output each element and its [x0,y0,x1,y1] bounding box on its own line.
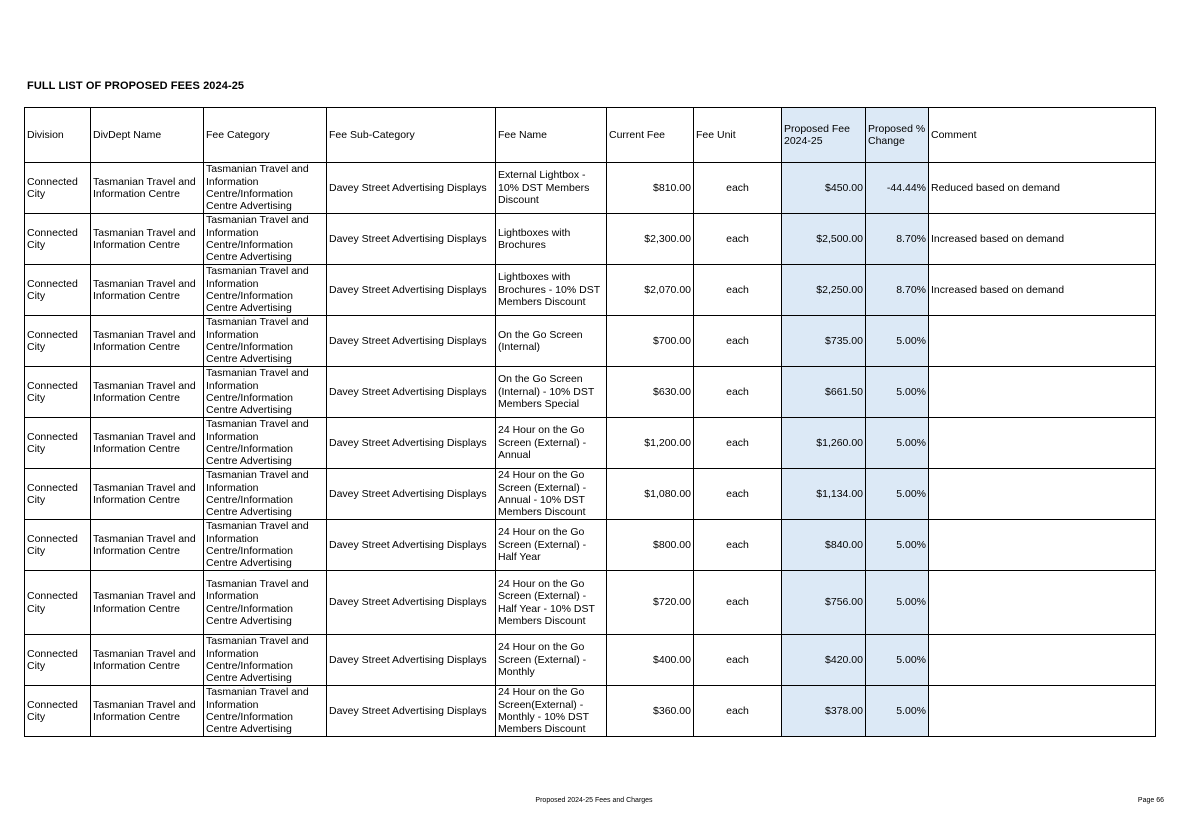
fee-category-cell: Tasmanian Travel and Information Centre/Information Centre Advertising [204,418,327,469]
table-row [25,686,1156,737]
division-cell: Connected City [25,367,91,418]
proposed-change-cell: 5.00% [866,571,929,635]
fee-unit-cell: each [694,367,782,418]
fee-sub-category-cell: Davey Street Advertising Displays [327,163,496,214]
header-fee-name: Fee Name [496,108,607,163]
divdept-name-cell: Tasmanian Travel and Information Centre [91,214,204,265]
division-cell: Connected City [25,571,91,635]
current-fee-cell: $1,200.00 [607,418,694,469]
fee-name-cell: 24 Hour on the Go Screen (External) - Half Year [496,520,607,571]
proposed-change-cell: 5.00% [866,367,929,418]
header-comment: Comment [929,108,1156,163]
fee-sub-category-cell: Davey Street Advertising Displays [327,214,496,265]
comment-cell: Increased based on demand [929,265,1156,316]
current-fee-cell: $2,300.00 [607,214,694,265]
table-row [25,316,1156,367]
proposed-fee-cell: $735.00 [782,316,866,367]
current-fee-cell: $700.00 [607,316,694,367]
comment-cell [929,686,1156,737]
divdept-name-cell: Tasmanian Travel and Information Centre [91,265,204,316]
current-fee-cell: $360.00 [607,686,694,737]
table-row [25,265,1156,316]
fee-name-cell: External Lightbox - 10% DST Members Discount [496,163,607,214]
comment-cell [929,367,1156,418]
header-division: Division [25,108,91,163]
footer-title: Proposed 2024-25 Fees and Charges [535,797,653,804]
current-fee-cell: $800.00 [607,520,694,571]
fee-name-cell: Lightboxes with Brochures - 10% DST Members Discount [496,265,607,316]
fee-name-cell: Lightboxes with Brochures [496,214,607,265]
division-cell: Connected City [25,163,91,214]
proposed-change-cell: 5.00% [866,635,929,686]
fee-sub-category-cell: Davey Street Advertising Displays [327,418,496,469]
table-row [25,520,1156,571]
divdept-name-cell: Tasmanian Travel and Information Centre [91,316,204,367]
header-current-fee: Current Fee [607,108,694,163]
fee-unit-cell: each [694,265,782,316]
header-fee-unit: Fee Unit [694,108,782,163]
proposed-fee-cell: $840.00 [782,520,866,571]
proposed-fee-cell: $756.00 [782,571,866,635]
header-proposed-change: Proposed % Change [866,108,929,163]
fee-category-cell: Tasmanian Travel and Information Centre/Information Centre Advertising [204,367,327,418]
fee-sub-category-cell: Davey Street Advertising Displays [327,571,496,635]
divdept-name-cell: Tasmanian Travel and Information Centre [91,635,204,686]
table-row [25,367,1156,418]
fee-category-cell: Tasmanian Travel and Information Centre/Information Centre Advertising [204,686,327,737]
proposed-change-cell: -44.44% [866,163,929,214]
fee-category-cell: Tasmanian Travel and Information Centre/Information Centre Advertising [204,571,327,635]
comment-cell [929,571,1156,635]
fee-sub-category-cell: Davey Street Advertising Displays [327,520,496,571]
comment-cell [929,635,1156,686]
fee-category-cell: Tasmanian Travel and Information Centre/Information Centre Advertising [204,265,327,316]
fee-category-cell: Tasmanian Travel and Information Centre/Information Centre Advertising [204,316,327,367]
fee-name-cell: 24 Hour on the Go Screen (External) - Annual [496,418,607,469]
fee-category-cell: Tasmanian Travel and Information Centre/Information Centre Advertising [204,214,327,265]
divdept-name-cell: Tasmanian Travel and Information Centre [91,571,204,635]
division-cell: Connected City [25,635,91,686]
divdept-name-cell: Tasmanian Travel and Information Centre [91,520,204,571]
proposed-change-cell: 5.00% [866,520,929,571]
proposed-change-cell: 5.00% [866,469,929,520]
fee-category-cell: Tasmanian Travel and Information Centre/Information Centre Advertising [204,635,327,686]
fee-unit-cell: each [694,635,782,686]
fee-category-cell: Tasmanian Travel and Information Centre/Information Centre Advertising [204,520,327,571]
current-fee-cell: $1,080.00 [607,469,694,520]
current-fee-cell: $400.00 [607,635,694,686]
fee-sub-category-cell: Davey Street Advertising Displays [327,686,496,737]
division-cell: Connected City [25,520,91,571]
proposed-change-cell: 5.00% [866,316,929,367]
page-number: Page 66 [1137,797,1164,804]
table-row [25,163,1156,214]
proposed-fee-cell: $420.00 [782,635,866,686]
division-cell: Connected City [25,265,91,316]
fee-name-cell: On the Go Screen (Internal) - 10% DST Members Special [496,367,607,418]
fee-name-cell: 24 Hour on the Go Screen (External) - Annual - 10% DST Members Discount [496,469,607,520]
current-fee-cell: $2,070.00 [607,265,694,316]
divdept-name-cell: Tasmanian Travel and Information Centre [91,163,204,214]
fee-unit-cell: each [694,686,782,737]
division-cell: Connected City [25,418,91,469]
proposed-change-cell: 5.00% [866,686,929,737]
current-fee-cell: $810.00 [607,163,694,214]
table-row [25,214,1156,265]
comment-cell: Increased based on demand [929,214,1156,265]
proposed-change-cell: 5.00% [866,418,929,469]
division-cell: Connected City [25,686,91,737]
fee-sub-category-cell: Davey Street Advertising Displays [327,635,496,686]
fee-sub-category-cell: Davey Street Advertising Displays [327,367,496,418]
proposed-fee-cell: $2,250.00 [782,265,866,316]
fee-category-cell: Tasmanian Travel and Information Centre/Information Centre Advertising [204,469,327,520]
fee-unit-cell: each [694,214,782,265]
division-cell: Connected City [25,469,91,520]
fee-category-cell: Tasmanian Travel and Information Centre/Information Centre Advertising [204,163,327,214]
header-proposed-fee: Proposed Fee 2024-25 [782,108,866,163]
current-fee-cell: $630.00 [607,367,694,418]
comment-cell [929,418,1156,469]
divdept-name-cell: Tasmanian Travel and Information Centre [91,418,204,469]
divdept-name-cell: Tasmanian Travel and Information Centre [91,469,204,520]
fee-unit-cell: each [694,520,782,571]
table-row [25,469,1156,520]
proposed-fee-cell: $1,134.00 [782,469,866,520]
proposed-fee-cell: $378.00 [782,686,866,737]
comment-cell [929,316,1156,367]
comment-cell: Reduced based on demand [929,163,1156,214]
fee-unit-cell: each [694,418,782,469]
fees-table [24,107,1156,737]
fee-unit-cell: each [694,571,782,635]
proposed-change-cell: 8.70% [866,214,929,265]
proposed-fee-cell: $661.50 [782,367,866,418]
comment-cell [929,469,1156,520]
fee-unit-cell: each [694,163,782,214]
comment-cell [929,520,1156,571]
fee-name-cell: 24 Hour on the Go Screen (External) - Half Year - 10% DST Members Discount [496,571,607,635]
divdept-name-cell: Tasmanian Travel and Information Centre [91,367,204,418]
proposed-change-cell: 8.70% [866,265,929,316]
page-title: FULL LIST OF PROPOSED FEES 2024-25 [27,80,245,92]
proposed-fee-cell: $450.00 [782,163,866,214]
divdept-name-cell: Tasmanian Travel and Information Centre [91,686,204,737]
table-row [25,418,1156,469]
fee-name-cell: 24 Hour on the Go Screen (External) - Monthly [496,635,607,686]
header-divdept-name: DivDept Name [91,108,204,163]
fee-sub-category-cell: Davey Street Advertising Displays [327,316,496,367]
division-cell: Connected City [25,316,91,367]
table-header-row [25,108,1156,163]
header-fee-sub-category: Fee Sub-Category [327,108,496,163]
fee-unit-cell: each [694,469,782,520]
table-row [25,571,1156,635]
fee-sub-category-cell: Davey Street Advertising Displays [327,469,496,520]
fee-name-cell: 24 Hour on the Go Screen(External) - Monthly - 10% DST Members Discount [496,686,607,737]
proposed-fee-cell: $2,500.00 [782,214,866,265]
table-row [25,635,1156,686]
fee-unit-cell: each [694,316,782,367]
current-fee-cell: $720.00 [607,571,694,635]
fee-sub-category-cell: Davey Street Advertising Displays [327,265,496,316]
fee-name-cell: On the Go Screen (Internal) [496,316,607,367]
header-fee-category: Fee Category [204,108,327,163]
division-cell: Connected City [25,214,91,265]
proposed-fee-cell: $1,260.00 [782,418,866,469]
